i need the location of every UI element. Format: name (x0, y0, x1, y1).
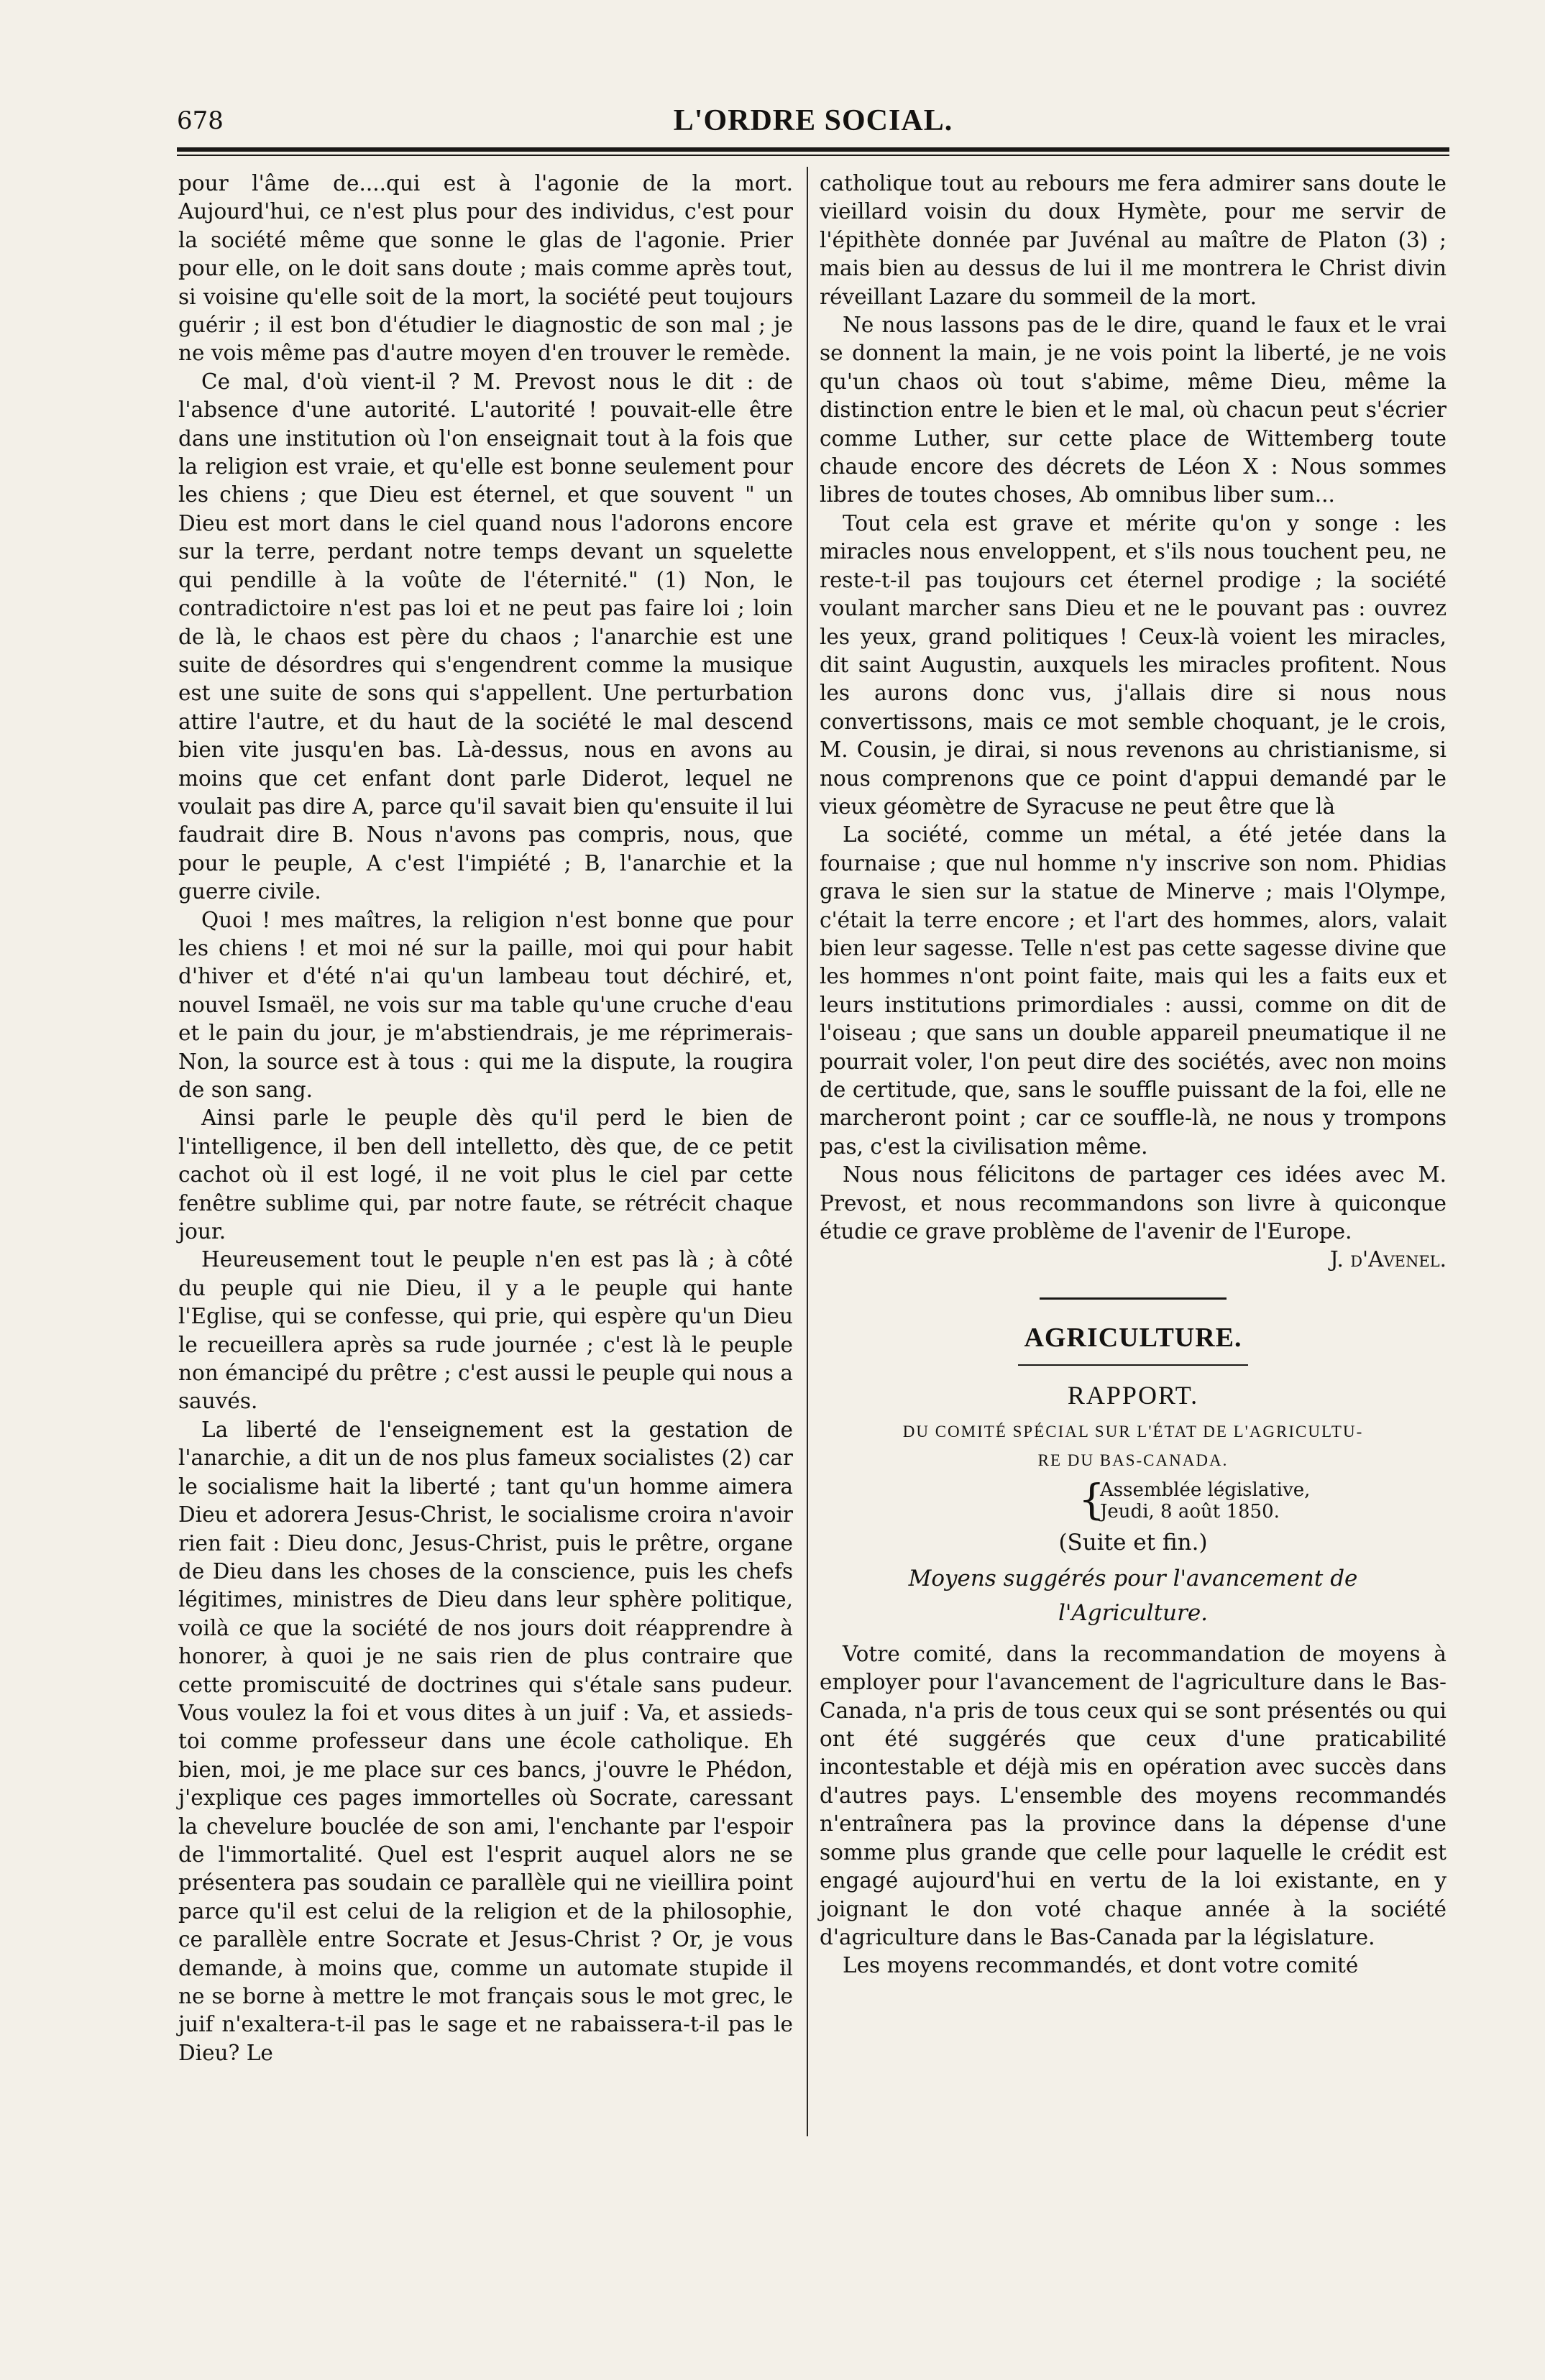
right-paragraph: Nous nous félicitons de partager ces idées avec M. Prevost, et nous recommandons son livre à quiconque étudie ce grave problème de l'avenir de l'Europe. (820, 1162, 1447, 1244)
right-paragraph: Ne nous lassons pas de le dire, quand le faux et le vrai se donnent la main, je ne vois point la liberté, je ne vois qu'un chaos où tout s'abime, même Dieu, même la distinction entre le bien et le mal, où chacun peut s'écrier comme Luther, sur cette place de Wittemberg toute chaude encore des décrets de Léon X : Nous sommes libres de toutes choses, Ab omnibus liber sum... (820, 313, 1447, 507)
left-paragraph: Ainsi parle le peuple dès qu'il perd le bien de l'intelligence, il ben dell intelletto, dès que, de ce petit cachot où il est logé, il ne voit plus le ciel par cette fenêtre sublime qui, par notre faute, se rétrécit chaque jour. (178, 1106, 793, 1244)
section-title-rule (1018, 1364, 1248, 1366)
left-paragraph: pour l'âme de....qui est à l'agonie de la mort. Aujourd'hui, ce n'est plus pour des individus, c'est pour la société même que sonne le glas de l'agonie. Prier pour elle, on le doit sans doute ; mais comme après tout, si voisine qu'elle soit de la mort, la société peut toujours guérir ; il est bon d'étudier le diagnostic de son mal ; je ne vois même pas d'autre moyen d'en trouver le remède. (178, 171, 793, 366)
left-paragraph: La liberté de l'enseignement est la gestation de l'anarchie, a dit un de nos plus fameux socialistes (2) car le socialisme hait la liberté ; tant qu'un homme aimera Dieu et adorera Jesus-Christ, le socialisme croira n'avoir rien fait : Dieu donc, Jesus-Christ, puis le prêtre, organe de Dieu dans les choses de la conscience, puis les chefs légitimes, ministres de Dieu dans leur sphère politique, voilà ce que la société de nos jours doit réapprendre à honorer, à quoi je ne sais rien de plus contraire que cette promiscuité de doctrines qui s'étale sans pudeur. Vous voulez la foi et vous dites à un juif : Va, et assieds-toi comme professeur dans une école catholique. Eh bien, moi, je me place sur ces bancs, j'ouvre le Phédon, j'explique ces pages immortelles où Socrate, caressant la chevelure bouclée de son ami, l'enchante par l'espoir de l'immortalité. Quel est l'esprit auquel alors ne se présentera pas soudain ce parallèle qui ne vieillira point parce qu'il est celui de la religion et de la philosophie, ce parallèle entre Socrate et Jesus-Christ ? Or, je vous demande, à moins que, comme un automate stupide il ne se borne à mettre le mot français sous le mot grec, le juif n'exaltera-t-il pas le sage et ne rabaissera-t-il pas le Dieu? Le (178, 1417, 793, 2065)
continued-note: (Suite et fin.) (1058, 1529, 1208, 1556)
report-title: RAPPORT. (1067, 1380, 1199, 1410)
running-title: L'ORDRE SOCIAL. (673, 104, 953, 137)
article-separator (1040, 1297, 1227, 1300)
right-column (820, 170, 1447, 1980)
report-subtitle-line-2: RE DU BAS-CANADA. (1037, 1451, 1229, 1469)
meeting-line-2: Jeudi, 8 août 1850. (1100, 1500, 1280, 1522)
page-number: 678 (177, 106, 224, 135)
agriculture-paragraph: Les moyens recommandés, et dont votre comité (843, 1953, 1359, 1978)
left-column (178, 170, 793, 2067)
brace-glyph: { (1078, 1474, 1105, 1524)
left-paragraph: Ce mal, d'où vient-il ? M. Prevost nous le dit : de l'absence d'une autorité. L'autorité ! pouvait-elle être dans une institution où l'on enseignait tout à la fois que la religion est vraie, et qu'elle est bonne seulement pour les chiens ; que Dieu est éternel, et que souvent " un Dieu est mort dans le ciel quand nous l'adorons encore sur la terre, perdant notre temps devant un squelette qui pendille à la voûte de l'éternité." (1) Non, le contradictoire n'est pas loi et ne peut pas faire loi ; loin de là, le chaos est père du chaos ; l'anarchie est une suite de désordres qui s'engendrent comme la musique est une suite de sons qui s'appellent. Une perturbation attire l'autre, et du haut de la société le mal descend bien vite jusqu'en bas. Là-dessus, nous en avons au moins que cet enfant dont parle Diderot, lequel ne voulait pas dire A, parce qu'il savait bien qu'ensuite il lui faudrait dire B. Nous n'avons pas compris, nous, que pour le peuple, A c'est l'impiété ; B, l'anarchie et la guerre civile. (178, 369, 793, 904)
section-title: AGRICULTURE. (1024, 1322, 1242, 1353)
header-rule-thin (177, 155, 1449, 156)
agriculture-paragraph: Votre comité, dans la recommandation de moyens à employer pour l'avancement de l'agriculture dans le Bas-Canada, n'a pris de tous ceux qui se sont présentés ou qui ont été suggérés que ceux d'une praticabilité incontestable et déjà mis en opération avec succès dans d'autres pays. L'ensemble des moyens recommandés n'entraînera pas la province dans la dépense d'une somme plus grande que celle pour laquelle le crédit est engagé aujourd'hui en vertu de la loi existante, en y joignant le don voté chaque année à la société d'agriculture dans le Bas-Canada par la législature. (820, 1641, 1447, 1949)
signature-line (820, 1246, 1447, 1274)
article-subtitle: Moyens suggérés pour l'avancement de l'Agriculture. (908, 1565, 1358, 1626)
left-paragraph: Quoi ! mes maîtres, la religion n'est bonne que pour les chiens ! et moi né sur la paille, moi qui pour habit d'hiver et d'été n'ai qu'un lambeau tout déchiré, et, nouvel Ismaël, ne vois sur ma table qu'une cruche d'eau et le pain du jour, je m'abstiendrais, je me réprimerais- Non, la source est à tous : qui me la dispute, la rougira de son sang. (178, 907, 793, 1102)
meeting-line-1: Assemblée législative, (1100, 1479, 1311, 1501)
right-paragraph: Tout cela est grave et mérite qu'on y songe : les miracles nous enveloppent, et s'ils nous touchent peu, ne reste-t-il pas toujours cet éternel prodige ; la société voulant marcher sans Dieu et ne le pouvant pas : ouvrez les yeux, grand politiques ! Ceux-là voient les miracles, dit saint Augustin, auxquels les miracles profitent. Nous les aurons donc vus, j'allais dire si nous nous convertissons, mais ce mot semble choquant, je le crois, M. Cousin, je dirai, si nous revenons au christianisme, si nous comprenons que ce point d'appui demandé par le vieux géomètre de Syracuse ne peut être que là (820, 510, 1447, 819)
column-divider (807, 167, 808, 2136)
meeting-info (1078, 1474, 1447, 1524)
page-header (177, 101, 1449, 144)
right-paragraph: La société, comme un métal, a été jetée dans la fournaise ; que nul homme n'y inscrive son nom. Phidias grava le sien sur la statue de Minerve ; mais l'Olympe, c'était la terre encore ; et l'art des hommes, alors, valait bien leur sagesse. Telle n'est pas cette sagesse divine que les hommes n'ont point faite, mais qui les a faits eux et leurs institutions primordiales : aussi, comme on dit de l'oiseau ; que sans un double appareil pneumatique il ne pourrait voler, l'on peut dire des sociétés, avec non moins de certitude, que, sans le souffle puissant de la foi, elle ne marcheront point ; car ce souffle-là, ne nous y trompons pas, c'est la civilisation même. (820, 822, 1447, 1159)
right-paragraph: catholique tout au rebours me fera admirer sans doute le vieillard voisin du doux Hymète, pour me servir de l'épithète donnée par Juvénal au maître de Platon (3) ; mais bien au dessus de lui il me montrera le Christ divin réveillant Lazare du sommeil de la mort. (820, 171, 1447, 309)
left-paragraph: Heureusement tout le peuple n'en est pas là ; à côté du peuple qui nie Dieu, il y a le peuple qui hante l'Eglise, qui se confesse, qui prie, qui espère qu'un Dieu le recueillera après sa rude journée ; c'est là le peuple non émancipé du prêtre ; c'est aussi le peuple qui nous a sauvés. (178, 1247, 793, 1414)
report-subtitle-line-1: DU COMITÉ SPÉCIAL SUR L'ÉTAT DE L'AGRICULTU- (902, 1422, 1364, 1441)
header-rule-thick (177, 147, 1449, 152)
author-signature: J. d'Avenel. (1329, 1247, 1447, 1272)
